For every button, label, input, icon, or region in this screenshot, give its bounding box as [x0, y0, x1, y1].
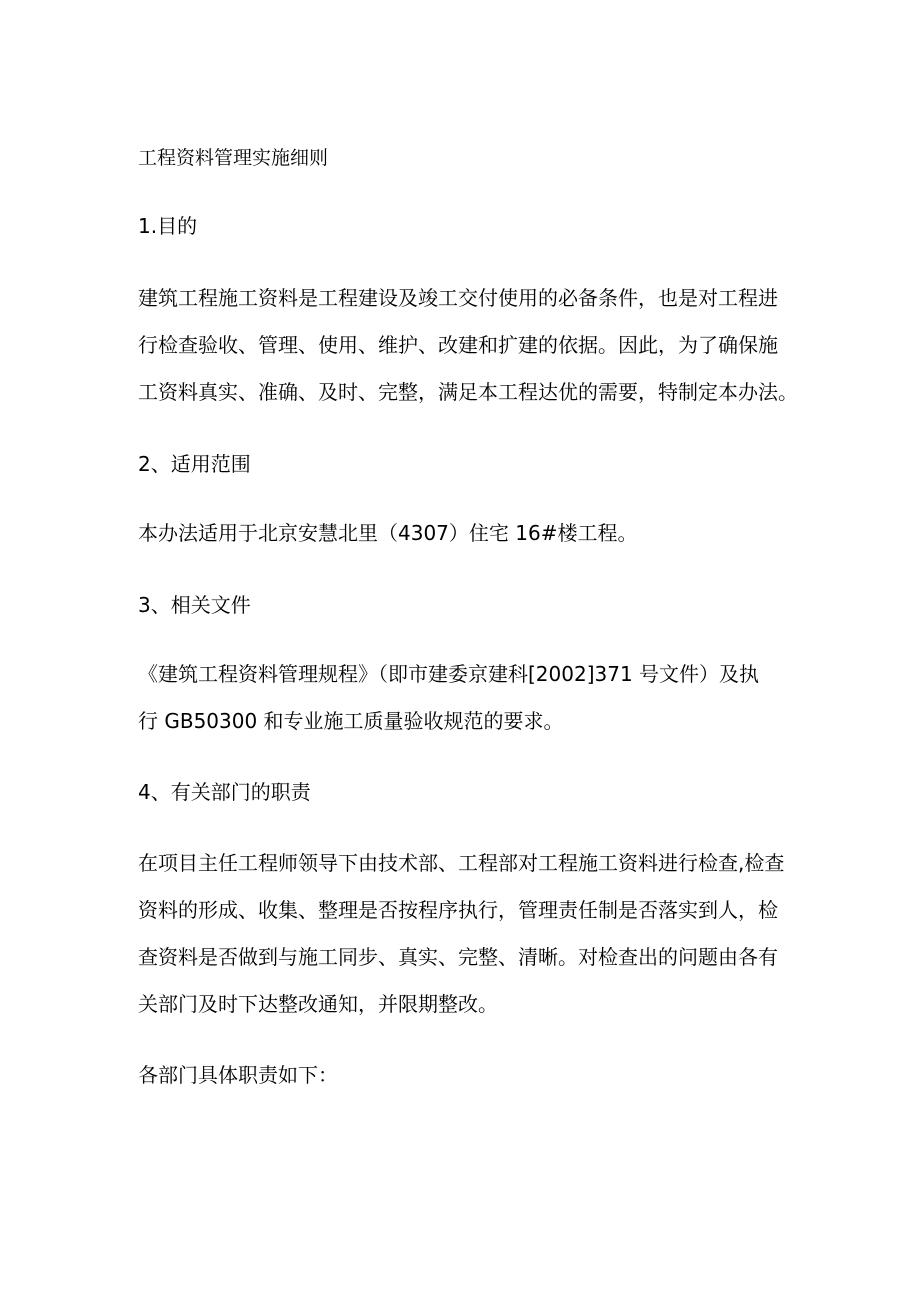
section-heading-scope: 2、适用范围 [138, 452, 251, 476]
section-heading-purpose: 1.目的 [138, 214, 198, 238]
section-heading-duties: 4、有关部门的职责 [138, 780, 311, 804]
paragraph-line: 资料的形成、收集、整理是否按程序执行，管理责任制是否落实到人，检 [138, 898, 778, 922]
paragraph-line: 本办法适用于北京安慧北里（4307）住宅 16#楼工程。 [138, 521, 638, 545]
paragraph-line: 工资料真实、准确、及时、完整，满足本工程达优的需要，特制定本办法。 [138, 380, 798, 404]
paragraph-line: 关部门及时下达整改通知，并限期整改。 [138, 992, 498, 1016]
paragraph-line: 查资料是否做到与施工同步、真实、完整、清晰。对检查出的问题由各有 [138, 945, 778, 969]
section-heading-documents: 3、相关文件 [138, 593, 251, 617]
paragraph-line: 《建筑工程资料管理规程》（即市建委京建科[2002]371 号文件）及执 [138, 662, 760, 686]
paragraph-line: 行 GB50300 和专业施工质量验收规范的要求。 [138, 709, 564, 733]
document-title: 工程资料管理实施细则 [138, 147, 329, 169]
paragraph-line: 行检查验收、管理、使用、维护、改建和扩建的依据。因此，为了确保施 [138, 333, 778, 357]
paragraph-line: 在项目主任工程师领导下由技术部、工程部对工程施工资料进行检查,检查 [138, 851, 785, 875]
paragraph-line: 建筑工程施工资料是工程建设及竣工交付使用的必备条件，也是对工程进 [138, 286, 778, 310]
duties-followup: 各部门具体职责如下： [138, 1063, 338, 1087]
